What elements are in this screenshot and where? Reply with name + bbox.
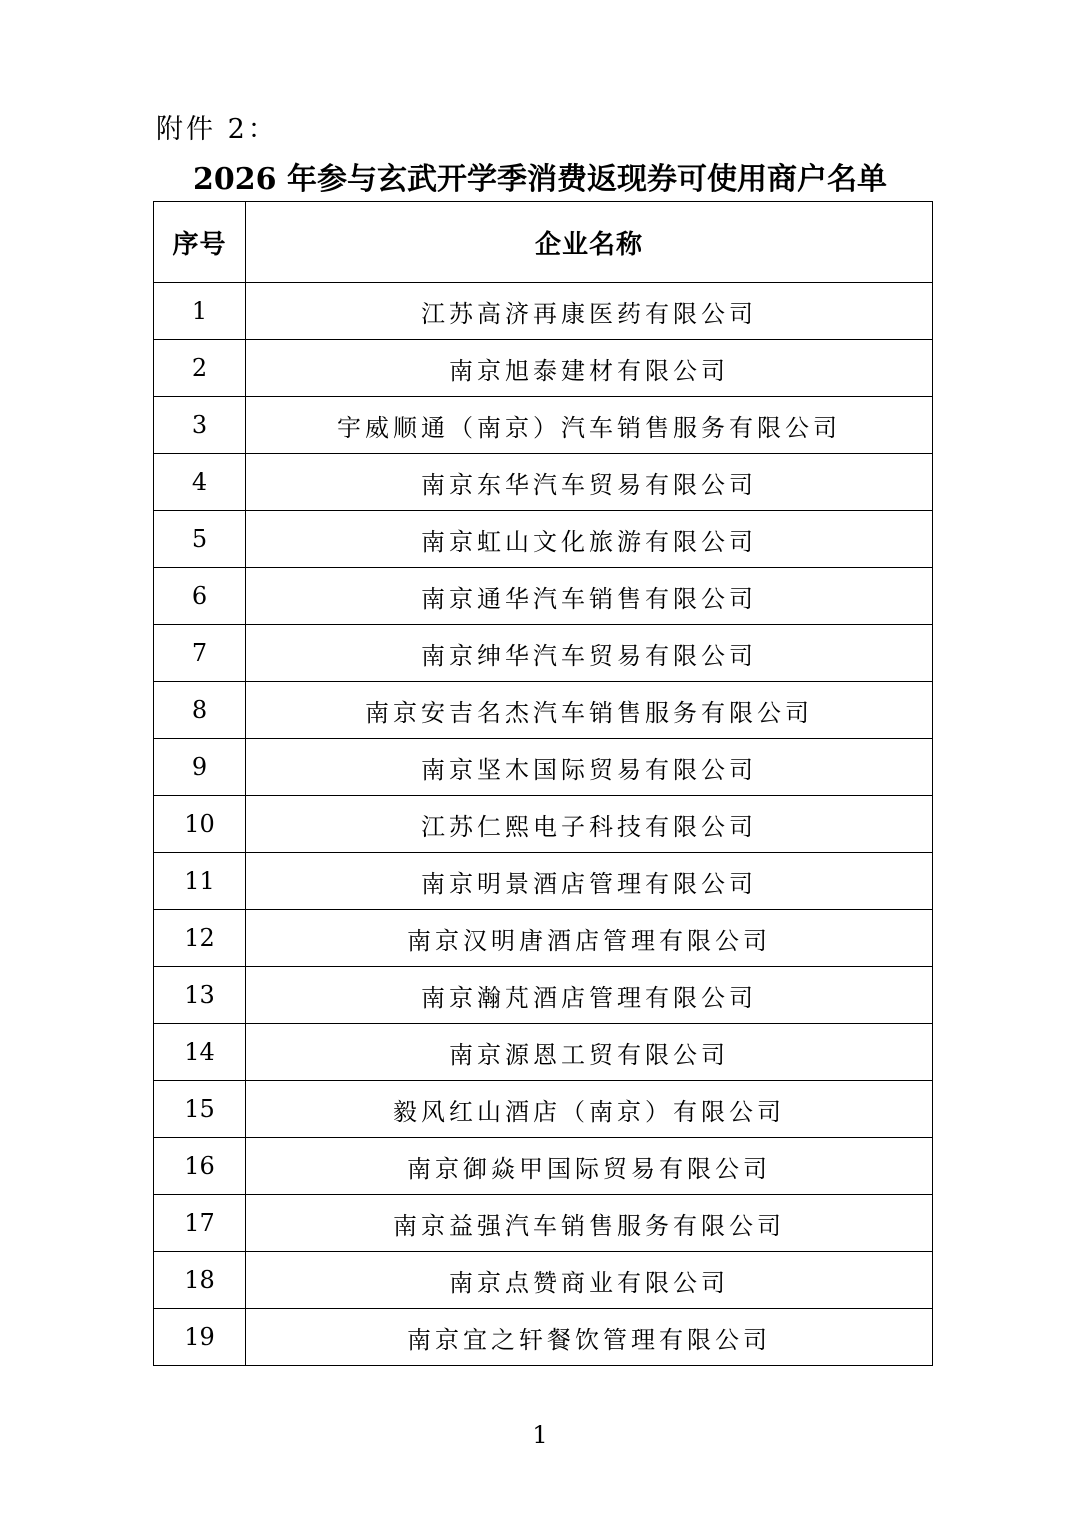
row-index: 3 (154, 397, 246, 454)
row-company-name: 南京源恩工贸有限公司 (246, 1024, 933, 1081)
table-row (154, 853, 933, 910)
table-row (154, 1081, 933, 1138)
row-company-name: 宇威顺通（南京）汽车销售服务有限公司 (246, 397, 933, 454)
table-row (154, 1195, 933, 1252)
header-index: 序号 (154, 202, 246, 283)
row-company-name: 江苏仁熙电子科技有限公司 (246, 796, 933, 853)
row-company-name: 南京通华汽车销售有限公司 (246, 568, 933, 625)
row-company-name: 南京汉明唐酒店管理有限公司 (246, 910, 933, 967)
row-index: 17 (154, 1195, 246, 1252)
row-company-name: 南京坚木国际贸易有限公司 (246, 739, 933, 796)
document-title: 2026 年参与玄武开学季消费返现券可使用商户名单 (193, 162, 887, 197)
row-index: 16 (154, 1138, 246, 1195)
row-index: 4 (154, 454, 246, 511)
row-company-name: 毅风红山酒店（南京）有限公司 (246, 1081, 933, 1138)
row-index: 9 (154, 739, 246, 796)
row-company-name: 南京御焱甲国际贸易有限公司 (246, 1138, 933, 1195)
table-row (154, 739, 933, 796)
row-company-name: 南京瀚芃酒店管理有限公司 (246, 967, 933, 1024)
table-row (154, 682, 933, 739)
table-row (154, 1024, 933, 1081)
row-index: 19 (154, 1309, 246, 1366)
table-header-row (154, 202, 933, 283)
row-company-name: 南京虹山文化旅游有限公司 (246, 511, 933, 568)
row-company-name: 南京安吉名杰汽车销售服务有限公司 (246, 682, 933, 739)
header-company-name: 企业名称 (246, 202, 933, 283)
table-row (154, 1138, 933, 1195)
row-company-name: 南京宜之轩餐饮管理有限公司 (246, 1309, 933, 1366)
table-row (154, 454, 933, 511)
row-company-name: 南京明景酒店管理有限公司 (246, 853, 933, 910)
page-number: 1 (532, 1421, 548, 1449)
row-index: 8 (154, 682, 246, 739)
row-index: 14 (154, 1024, 246, 1081)
row-index: 6 (154, 568, 246, 625)
attachment-label: 附件 2： (156, 114, 278, 145)
row-index: 5 (154, 511, 246, 568)
merchant-table (153, 201, 933, 1366)
row-index: 18 (154, 1252, 246, 1309)
row-company-name: 江苏高济再康医药有限公司 (246, 283, 933, 340)
row-index: 10 (154, 796, 246, 853)
table-row (154, 511, 933, 568)
row-index: 2 (154, 340, 246, 397)
row-index: 11 (154, 853, 246, 910)
table-row (154, 283, 933, 340)
row-company-name: 南京点赞商业有限公司 (246, 1252, 933, 1309)
table-row (154, 967, 933, 1024)
row-company-name: 南京益强汽车销售服务有限公司 (246, 1195, 933, 1252)
table-row (154, 340, 933, 397)
row-index: 7 (154, 625, 246, 682)
table-row (154, 568, 933, 625)
table-row (154, 796, 933, 853)
row-index: 13 (154, 967, 246, 1024)
row-company-name: 南京旭泰建材有限公司 (246, 340, 933, 397)
table-row (154, 1309, 933, 1366)
table-row (154, 1252, 933, 1309)
table-row (154, 625, 933, 682)
table-row (154, 397, 933, 454)
row-company-name: 南京东华汽车贸易有限公司 (246, 454, 933, 511)
row-index: 12 (154, 910, 246, 967)
row-index: 1 (154, 283, 246, 340)
row-index: 15 (154, 1081, 246, 1138)
table-row (154, 910, 933, 967)
row-company-name: 南京绅华汽车贸易有限公司 (246, 625, 933, 682)
